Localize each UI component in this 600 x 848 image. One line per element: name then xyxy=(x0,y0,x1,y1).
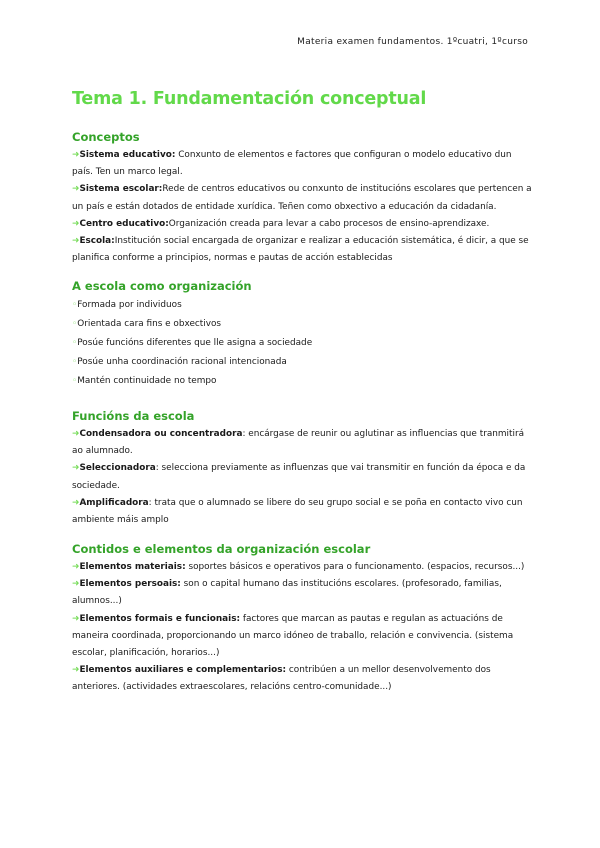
bullet-icon: ◦ xyxy=(72,319,78,329)
definition-text: : trata que o alumnado se libere do seu grupo social e se poña en contacto vivo cun ambiente máis amplo xyxy=(72,497,523,526)
arrow-icon: ➜ xyxy=(72,497,80,508)
bullet-icon: ◦ xyxy=(72,357,78,367)
arrow-icon: ➜ xyxy=(72,613,80,624)
arrow-icon: ➜ xyxy=(72,150,80,160)
section-contidos xyxy=(72,542,534,697)
definition-term: Sistema educativo: xyxy=(79,150,176,160)
bullet-icon: ◦ xyxy=(72,376,78,386)
definition-term: Escola: xyxy=(79,236,115,247)
definition-item xyxy=(72,662,534,696)
definition-text: Conxunto de elementos e factores que configuran o modelo educativo dun país. Ten un marco legal. xyxy=(72,150,512,178)
arrow-icon: ➜ xyxy=(72,236,80,247)
definition-text: : selecciona previamente as influenzas que vai transmitir en función da época e da sociedade. xyxy=(72,463,526,491)
definition-item xyxy=(72,181,534,215)
definition-term: Condensadora ou concentradora xyxy=(79,429,243,439)
arrow-icon: ➜ xyxy=(72,579,80,590)
arrow-icon: ➜ xyxy=(72,463,80,474)
definition-term: Elementos formais e funcionais: xyxy=(79,613,241,624)
definition-item xyxy=(72,233,534,267)
section-heading: Conceptos xyxy=(72,130,140,144)
list-item xyxy=(72,334,534,353)
definition-item xyxy=(72,460,534,494)
definition-text: soportes básicos e operativos para o funcionamento. (espacios, recursos...) xyxy=(185,562,525,572)
section-heading: A escola como organización xyxy=(72,279,252,293)
list-item xyxy=(72,315,534,334)
definition-term: Seleccionadora xyxy=(79,463,156,474)
definition-term: Elementos materiais: xyxy=(79,562,186,572)
definition-text: contribúen a un mellor desenvolvemento dos anteriores. (actividades extraescolares, relacións centro-comunidade...) xyxy=(72,665,491,693)
list-item-text: Mantén continuidade no tempo xyxy=(77,376,217,386)
section-heading: Funcións da escola xyxy=(72,409,195,423)
arrow-icon: ➜ xyxy=(72,429,80,439)
list-item-text: Posúe funcións diferentes que lle asigna a sociedade xyxy=(77,338,313,348)
definition-text: factores que marcan as pautas e regulan as actuacións de maneira coordinada, proporcionando un marco idóneo de traballo, relación e convivencia. (sistema escolar, planificación, horarios...) xyxy=(72,613,514,659)
definition-text: Institución social encargada de organizar e realizar a educación sistemática, é dicir, a que se planifica conforme a principios, normas e pautas de acción establecidas xyxy=(72,236,529,264)
definition-text: Organización creada para levar a cabo procesos de ensino-aprendizaxe. xyxy=(168,218,490,229)
definition-item xyxy=(72,559,534,576)
definition-item xyxy=(72,495,534,529)
page-title: Tema 1. Fundamentación conceptual xyxy=(72,89,427,109)
list-item-text: Orientada cara fins e obxectivos xyxy=(77,319,222,329)
arrow-icon: ➜ xyxy=(72,665,80,676)
arrow-icon: ➜ xyxy=(72,184,80,195)
arrow-icon: ➜ xyxy=(72,562,80,572)
definition-term: Elementos auxiliares e complementarios: xyxy=(79,665,287,676)
list-item xyxy=(72,372,534,391)
definition-term: Centro educativo: xyxy=(79,218,169,229)
section-funcions xyxy=(72,409,534,529)
definition-text: son o capital humano das institucións escolares. (profesorado, familias, alumnos...) xyxy=(72,579,502,607)
definition-text: Rede de centros educativos ou conxunto de institucións escolares que pertencen a un país e están dotados de entidade xurídica. Teñen como obxectivo a educación da cidadanía. xyxy=(72,184,532,212)
definition-term: Sistema escolar: xyxy=(79,184,163,195)
bullet-icon: ◦ xyxy=(72,338,78,348)
page-header: Materia examen fundamentos. 1ºcuatri, 1ºcurso xyxy=(297,37,528,47)
section-heading: Contidos e elementos da organización escolar xyxy=(72,542,371,556)
definition-item xyxy=(72,426,534,460)
definition-text: : encárgase de reunir ou aglutinar as influencias que tranmitirá ao alumnado. xyxy=(72,429,525,457)
definition-item xyxy=(72,147,534,181)
list-item xyxy=(72,353,534,372)
list-item-text: Posúe unha coordinación racional intencionada xyxy=(77,357,287,367)
bullet-icon: ◦ xyxy=(72,300,78,310)
definition-item xyxy=(72,216,534,233)
definition-item xyxy=(72,611,534,663)
list-item xyxy=(72,296,534,315)
list-item-text: Formada por individuos xyxy=(77,300,182,310)
section-conceptos xyxy=(72,130,534,267)
definition-term: Elementos persoais: xyxy=(79,579,181,590)
definition-item xyxy=(72,576,534,610)
definition-term: Amplificadora xyxy=(79,497,149,508)
section-escola xyxy=(72,279,534,391)
arrow-icon: ➜ xyxy=(72,218,80,229)
